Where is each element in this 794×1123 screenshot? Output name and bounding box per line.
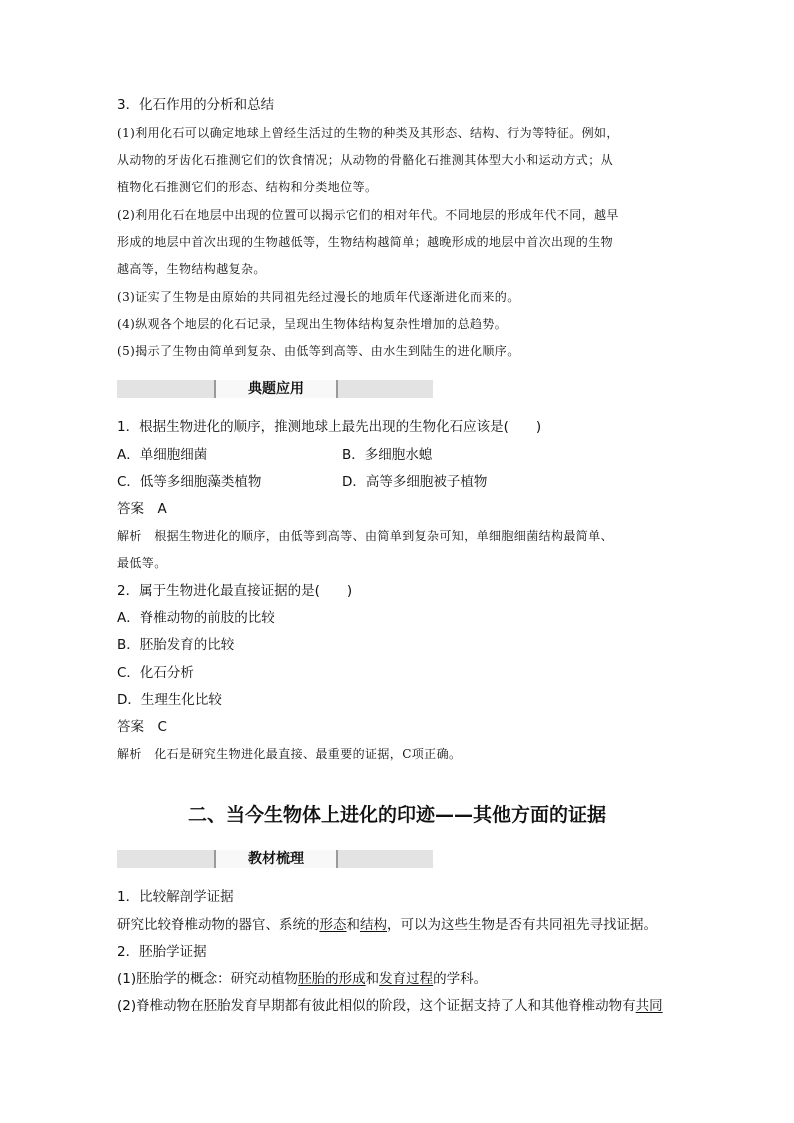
underlined-term: 胚胎的形成 <box>298 971 366 987</box>
question-1-stem: 1．根据生物进化的顺序，推测地球上最先出现的生物化石应该是( ) <box>117 419 542 435</box>
section-bar-label: 典题应用 <box>214 380 338 398</box>
section-bar-label: 教材梳理 <box>214 850 338 868</box>
text-segment: 和 <box>346 917 360 933</box>
comparative-anatomy-heading: 1．比较解剖学证据 <box>117 889 234 905</box>
paragraph-1-line-3: 植物化石推测它们的形态、结构和分类地位等。 <box>117 180 378 194</box>
question-1-option-d: D．高等多细胞被子植物 <box>342 474 488 490</box>
embryology-evidence <box>117 997 663 1015</box>
question-2-answer: 答案 C <box>117 719 167 735</box>
text-segment: (1)胚胎学的概念：研究动植物 <box>117 971 299 987</box>
question-1-answer: 答案 A <box>117 501 167 517</box>
paragraph-4: (4)纵观各个地层的化石记录，呈现出生物体结构复杂性增加的总趋势。 <box>117 317 508 331</box>
question-1-analysis-line-1: 解析 根据生物进化的顺序，由低等到高等、由简单到复杂可知，单细胞细菌结构最简单、 <box>117 529 614 543</box>
section-bar-typical-questions <box>117 380 433 398</box>
question-1-option-a: A．单细胞细菌 <box>117 447 208 463</box>
underlined-term: 共同 <box>635 998 663 1014</box>
embryology-heading: 2．胚胎学证据 <box>117 944 207 960</box>
comparative-anatomy-text <box>117 916 657 934</box>
underlined-term: 发育过程 <box>379 971 434 987</box>
question-2-option-a: A．脊椎动物的前肢的比较 <box>117 610 275 626</box>
question-2-option-d: D．生理生化比较 <box>117 692 222 708</box>
embryology-definition <box>117 970 487 988</box>
text-segment: 和 <box>365 971 380 987</box>
question-1-option-b: B．多细胞水螅 <box>342 447 433 463</box>
text-segment: 的学科。 <box>433 971 488 987</box>
paragraph-2-line-2: 形成的地层中首次出现的生物越低等，生物结构越简单；越晚形成的地层中首次出现的生物 <box>117 235 614 249</box>
question-1-option-c: C．低等多细胞藻类植物 <box>117 474 262 490</box>
section-3-heading: 3．化石作用的分析和总结 <box>117 97 275 113</box>
text-segment: ，可以为这些生物是否有共同祖先寻找证据。 <box>387 917 657 933</box>
question-2-analysis: 解析 化石是研究生物进化最直接、最重要的证据，C项正确。 <box>117 747 462 761</box>
text-segment: (2)脊椎动物在胚胎发育早期都有彼此相似的阶段，这个证据支持了人和其他脊椎动物有 <box>117 998 636 1014</box>
question-1-analysis-line-2: 最低等。 <box>117 556 167 570</box>
paragraph-2-line-1: (2)利用化石在地层中出现的位置可以揭示它们的相对年代。不同地层的形成年代不同，越早 <box>117 208 619 222</box>
underlined-term: 结构 <box>360 917 387 933</box>
question-2-option-c: C．化石分析 <box>117 665 194 681</box>
paragraph-3: (3)证实了生物是由原始的共同祖先经过漫长的地质年代逐渐进化而来的。 <box>117 290 520 304</box>
paragraph-5: (5)揭示了生物由简单到复杂、由低等到高等、由水生到陆生的进化顺序。 <box>117 344 520 358</box>
question-2-option-b: B．胚胎发育的比较 <box>117 637 235 653</box>
question-2-stem: 2．属于生物进化最直接证据的是( ) <box>117 583 353 599</box>
section-title: 二、当今生物体上进化的印迹——其他方面的证据 <box>187 804 606 826</box>
section-bar-textbook-review <box>117 850 433 868</box>
text-segment: 研究比较脊椎动物的器官、系统的 <box>117 917 320 933</box>
paragraph-1-line-2: 从动物的牙齿化石推测它们的饮食情况；从动物的骨骼化石推测其体型大小和运动方式；从 <box>117 153 614 167</box>
paragraph-2-line-3: 越高等，生物结构越复杂。 <box>117 262 266 276</box>
underlined-term: 形态 <box>319 917 347 933</box>
paragraph-1-line-1: (1)利用化石可以确定地球上曾经生活过的生物的种类及其形态、结构、行为等特征。例如， <box>117 126 619 140</box>
